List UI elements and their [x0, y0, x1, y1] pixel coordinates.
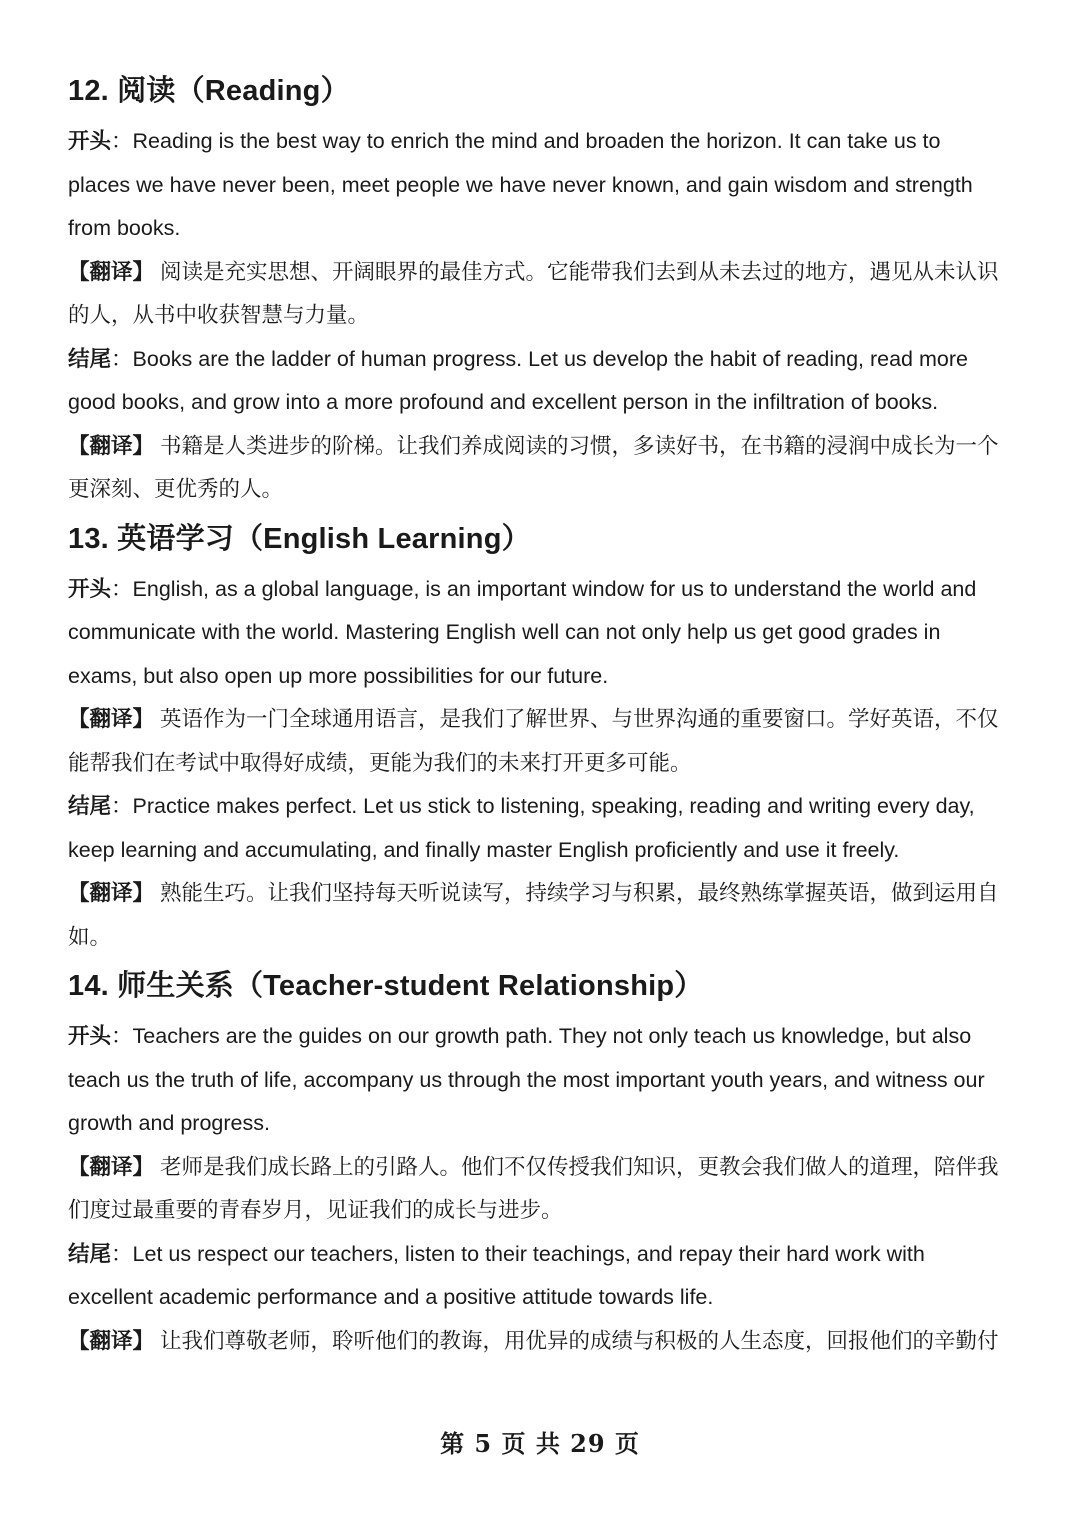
- opening-paragraph: [68, 120, 1008, 251]
- paragraph-text: Reading is the best way to enrich the mind and broaden the horizon. It can take us to places we have never been, meet people we have never known, and gain wisdom and strength from books.: [68, 129, 973, 240]
- paragraph-text: 英语作为一门全球通用语言，是我们了解世界、与世界沟通的重要窗口。学好英语，不仅能帮我们在考试中取得好成绩，更能为我们的未来打开更多可能。: [68, 707, 999, 775]
- paragraph-label: 开头: [68, 1024, 112, 1048]
- section-english-learning: [68, 516, 1008, 960]
- translation-paragraph: [68, 1320, 1008, 1364]
- translation-paragraph: [68, 251, 1008, 338]
- paragraph-label: 【翻译】: [68, 1328, 155, 1353]
- paragraph-label: 结尾: [68, 794, 112, 818]
- paragraph-label: 结尾: [68, 1241, 112, 1266]
- translation-paragraph: [68, 698, 1008, 785]
- closing-paragraph: [68, 1233, 1008, 1320]
- section-title: 13. 英语学习（English Learning）: [68, 522, 531, 555]
- document-page: [68, 68, 1008, 1367]
- paragraph-label: 【翻译】: [68, 1154, 155, 1179]
- closing-paragraph: [68, 338, 1008, 425]
- label-separator: ：: [111, 1241, 133, 1266]
- paragraph-text: Teachers are the guides on our growth path. They not only teach us knowledge, but also teach us the truth of life, accompany us through the most important youth years, and witness our growth and progress.: [68, 1024, 985, 1135]
- label-separator: ：: [111, 1024, 133, 1048]
- label-separator: ：: [111, 346, 133, 371]
- translation-paragraph: [68, 1146, 1008, 1233]
- opening-paragraph: [68, 568, 1008, 699]
- section-title: 12. 阅读（Reading）: [68, 75, 350, 107]
- section-title: 14. 师生关系（Teacher-student Relationship）: [68, 970, 704, 1002]
- paragraph-label: 【翻译】: [68, 881, 155, 905]
- closing-paragraph: [68, 785, 1008, 872]
- page-number-footer: 第 5 页 共 29 页: [440, 1429, 640, 1458]
- label-separator: ：: [111, 576, 133, 601]
- paragraph-text: Practice makes perfect. Let us stick to listening, speaking, reading and writing every day, keep learning and accumulating, and finally master English proficiently and use it freely.: [68, 794, 975, 862]
- paragraph-text: 老师是我们成长路上的引路人。他们不仅传授我们知识，更教会我们做人的道理，陪伴我们度过最重要的青春岁月，见证我们的成长与进步。: [68, 1154, 999, 1222]
- paragraph-label: 【翻译】: [68, 259, 155, 284]
- paragraph-text: 熟能生巧。让我们坚持每天听说读写，持续学习与积累，最终熟练掌握英语，做到运用自如。: [68, 881, 999, 949]
- section-teacher-student-relationship: [68, 963, 1008, 1363]
- paragraph-text: English, as a global language, is an important window for us to understand the world and communicate with the world. Mastering English well can not only help us get good grades in exams, but also open up more possibilities for our future.: [68, 576, 977, 688]
- paragraph-label: 开头: [68, 129, 112, 153]
- label-separator: ：: [111, 129, 133, 153]
- paragraph-label: 【翻译】: [68, 433, 155, 458]
- paragraph-text: Let us respect our teachers, listen to their teachings, and repay their hard work with excellent academic performance and a positive attitude towards life.: [68, 1241, 925, 1309]
- opening-paragraph: [68, 1015, 1008, 1146]
- paragraph-label: 【翻译】: [68, 707, 155, 731]
- paragraph-text: Books are the ladder of human progress. Let us develop the habit of reading, read more good books, and grow into a more profound and excellent person in the infiltration of books.: [68, 346, 968, 414]
- section-reading: [68, 68, 1008, 512]
- translation-paragraph: [68, 425, 1008, 512]
- paragraph-text: 让我们尊敬老师，聆听他们的教诲，用优异的成绩与积极的人生态度，回报他们的辛勤付: [160, 1328, 999, 1353]
- label-separator: ：: [111, 794, 133, 818]
- paragraph-text: 阅读是充实思想、开阔眼界的最佳方式。它能带我们去到从未去过的地方，遇见从未认识的人，从书中收获智慧与力量。: [68, 259, 999, 327]
- translation-paragraph: [68, 872, 1008, 959]
- paragraph-label: 开头: [68, 576, 112, 601]
- paragraph-text: 书籍是人类进步的阶梯。让我们养成阅读的习惯，多读好书，在书籍的浸润中成长为一个更深刻、更优秀的人。: [68, 433, 999, 501]
- paragraph-label: 结尾: [68, 346, 112, 371]
